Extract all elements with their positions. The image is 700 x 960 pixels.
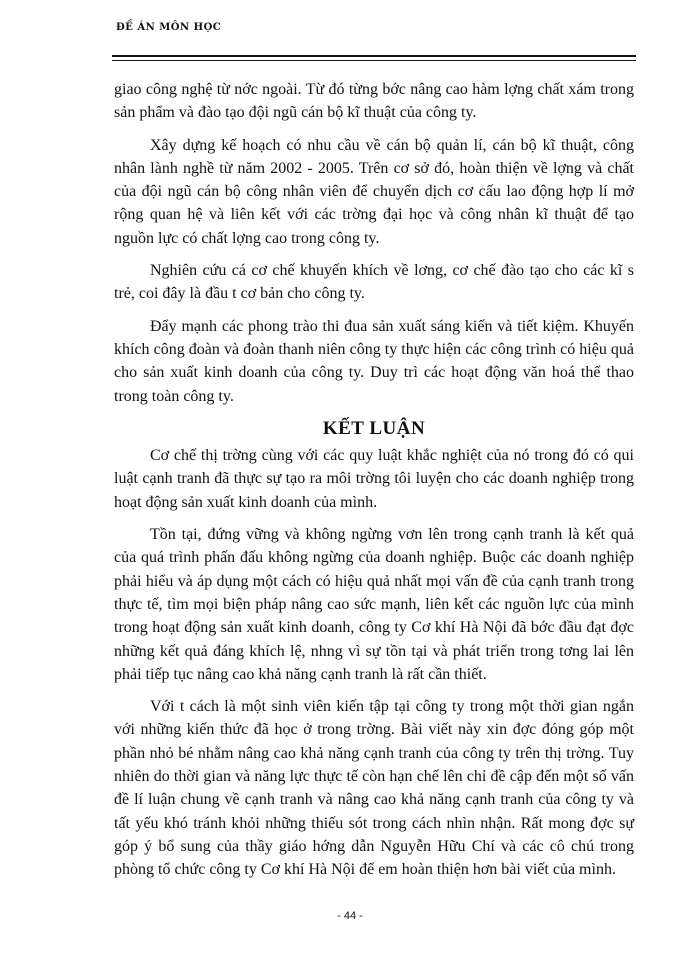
body-paragraph: Đẩy mạnh các phong trào thi đua sản xuất sáng kiến và tiết kiệm. Khuyến khích công đoàn và đoàn thanh niên công ty thực hiện các công trình có hiệu quả cho sản xuất kinh doanh của công ty. Duy trì các hoạt động văn hoá thể thao trong toàn công ty. [114,317,634,405]
document-body [114,78,634,891]
header-rule-thick [112,55,636,57]
conclusion-paragraph: Tồn tại, đứng vững và không ngừng vơn lên trong cạnh tranh là kết quả của quá trình phấn đấu không ngừng của doanh nghiệp. Buộc các doanh nghiệp phải hiểu và áp dụng một cách có hiệu quả nhất mọi vấn đề của cạnh tranh trong thực tế, tìm mọi biện pháp nâng cao sức mạnh, liên kết các nguồn lực của mình trong hoạt động sản xuất kinh doanh, công ty Cơ khí Hà Nội đã bớc đầu đạt đợc những kết quả đáng khích lệ, nhng vì sự tồn tại và phát triển trong tơng lai lên phải tiếp tục nâng cao khả năng cạnh tranh là rất cần thiết. [114,526,634,683]
conclusion-heading: KẾT LUẬN [322,417,426,439]
document-header-title: ĐỀ ÁN MÔN HỌC [116,22,222,33]
header-rule-thin [112,60,636,61]
body-paragraph: giao công nghệ từ nớc ngoài. Từ đó từng bớc nâng cao hàm lợng chất xám trong sản phẩm và đào tạo đội ngũ cán bộ kĩ thuật của công ty. [114,81,634,122]
body-paragraph: Xây dựng kế hoạch có nhu cầu về cán bộ quản lí, cán bộ kĩ thuật, công nhân lành nghề từ năm 2002 - 2005. Trên cơ sở đó, hoàn thiện về lợng và chất của đội ngũ cán bộ công nhân viên để chuyển dịch cơ cấu lao động hợp lí mở rộng quan hệ và liên kết với các trờng đại học và công nhân kĩ thuật để tạo nguồn lực có chất lợng cao trong công ty. [114,136,634,247]
page-number: - 44 - [337,910,363,922]
conclusion-paragraph: Cơ chế thị trờng cùng với các quy luật khắc nghiệt của nó trong đó có qui luật cạnh tranh đã thực sự tạo ra môi trờng tôi luyện cho các doanh nghiệp trong hoạt động sản xuất kinh doanh của mình. [114,447,634,511]
conclusion-paragraph: Với t cách là một sinh viên kiến tập tại công ty trong một thời gian ngắn với những kiến thức đã học ở trong trờng. Bài viết này xin đợc đóng góp một phần nhỏ bé nhằm nâng cao khả năng cạnh tranh của công ty trên thị trờng. Tuy nhiên do thời gian và năng lực thực tế còn hạn chế lên chỉ đề cập đến một số vấn đề lí luận chung về cạnh tranh và nâng cao khả năng cạnh tranh của công ty và tất yếu khó tránh khỏi những thiếu sót trong cách nhìn nhận. Rất mong đợc sự góp ý bổ sung của thầy giáo hớng dẫn Nguyễn Hữu Chí và các cô chú trong phòng tổ chức công ty Cơ khí Hà Nội để em hoàn thiện hơn bài viết của mình. [114,698,634,879]
body-paragraph: Nghiên cứu cá cơ chế khuyến khích về lơng, cơ chế đào tạo cho các kĩ s trẻ, coi đây là đầu t cơ bản cho công ty. [114,262,634,303]
